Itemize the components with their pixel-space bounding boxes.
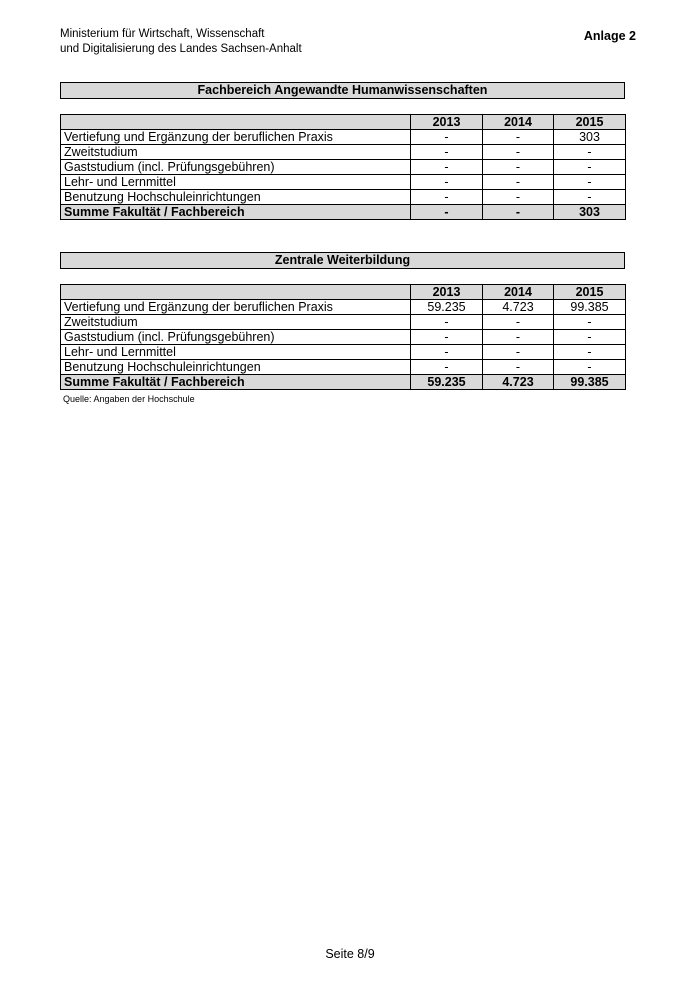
row-label: Gaststudium (incl. Prüfungsgebühren) <box>61 160 411 175</box>
table2-header-row <box>61 285 626 300</box>
row-label: Benutzung Hochschuleinrichtungen <box>61 190 411 205</box>
cell-value: - <box>554 190 626 205</box>
sum-value: 99.385 <box>554 375 626 390</box>
row-label: Lehr- und Lernmittel <box>61 345 411 360</box>
row-label: Zweitstudium <box>61 145 411 160</box>
cell-value: - <box>554 175 626 190</box>
cell-value: 59.235 <box>411 300 483 315</box>
cell-value: - <box>483 330 554 345</box>
table-row <box>61 300 626 315</box>
cell-value: - <box>411 345 483 360</box>
sum-label: Summe Fakultät / Fachbereich <box>61 375 411 390</box>
cell-value: - <box>483 360 554 375</box>
cell-value: - <box>411 145 483 160</box>
cell-value: - <box>411 190 483 205</box>
cell-value: - <box>483 145 554 160</box>
cell-value: - <box>483 345 554 360</box>
sum-value: - <box>411 205 483 220</box>
table-row <box>61 190 626 205</box>
sum-label: Summe Fakultät / Fachbereich <box>61 205 411 220</box>
cell-value: - <box>483 175 554 190</box>
sum-value: 4.723 <box>483 375 554 390</box>
table-row <box>61 130 626 145</box>
cell-value: - <box>411 315 483 330</box>
table2-year-2014: 2014 <box>483 285 554 300</box>
table1-title: Fachbereich Angewandte Humanwissenschaften <box>60 82 625 99</box>
row-label: Lehr- und Lernmittel <box>61 175 411 190</box>
cell-value: - <box>554 330 626 345</box>
cell-value: - <box>483 190 554 205</box>
cell-value: - <box>411 175 483 190</box>
table1-header-blank <box>61 115 411 130</box>
cell-value: - <box>554 315 626 330</box>
cell-value: - <box>411 330 483 345</box>
cell-value: - <box>411 130 483 145</box>
table2-title: Zentrale Weiterbildung <box>60 252 625 269</box>
cell-value: - <box>483 130 554 145</box>
row-label: Gaststudium (incl. Prüfungsgebühren) <box>61 330 411 345</box>
table2-header-blank <box>61 285 411 300</box>
table2-year-2013: 2013 <box>411 285 483 300</box>
table1-year-2013: 2013 <box>411 115 483 130</box>
row-label: Zweitstudium <box>61 315 411 330</box>
row-label: Vertiefung und Ergänzung der beruflichen Praxis <box>61 130 411 145</box>
cell-value: 4.723 <box>483 300 554 315</box>
attachment-label: Anlage 2 <box>583 29 636 43</box>
cell-value: - <box>554 360 626 375</box>
cell-value: - <box>411 360 483 375</box>
table1 <box>60 114 626 220</box>
ministry-line-2: und Digitalisierung des Landes Sachsen-Anhalt <box>60 42 302 55</box>
source-note: Quelle: Angaben der Hochschule <box>63 394 195 404</box>
page-number: Seite 8/9 <box>325 947 375 961</box>
cell-value: - <box>554 345 626 360</box>
table2-year-2015: 2015 <box>554 285 626 300</box>
table-row <box>61 360 626 375</box>
table1-header-row <box>61 115 626 130</box>
cell-value: - <box>483 160 554 175</box>
cell-value: - <box>554 145 626 160</box>
table1-year-2014: 2014 <box>483 115 554 130</box>
table-row <box>61 145 626 160</box>
row-label: Benutzung Hochschuleinrichtungen <box>61 360 411 375</box>
cell-value: - <box>554 160 626 175</box>
table2 <box>60 284 626 390</box>
cell-value: 99.385 <box>554 300 626 315</box>
table1-sum-row <box>61 205 626 220</box>
cell-value: 303 <box>554 130 626 145</box>
table-row <box>61 175 626 190</box>
table1-year-2015: 2015 <box>554 115 626 130</box>
cell-value: - <box>411 160 483 175</box>
table-row <box>61 160 626 175</box>
sum-value: 303 <box>554 205 626 220</box>
ministry-header <box>60 27 302 56</box>
sum-value: 59.235 <box>411 375 483 390</box>
table2-sum-row <box>61 375 626 390</box>
cell-value: - <box>483 315 554 330</box>
ministry-line-1: Ministerium für Wirtschaft, Wissenschaft <box>60 28 265 40</box>
sum-value: - <box>483 205 554 220</box>
table-row <box>61 330 626 345</box>
row-label: Vertiefung und Ergänzung der beruflichen Praxis <box>61 300 411 315</box>
table-row <box>61 345 626 360</box>
table-row <box>61 315 626 330</box>
